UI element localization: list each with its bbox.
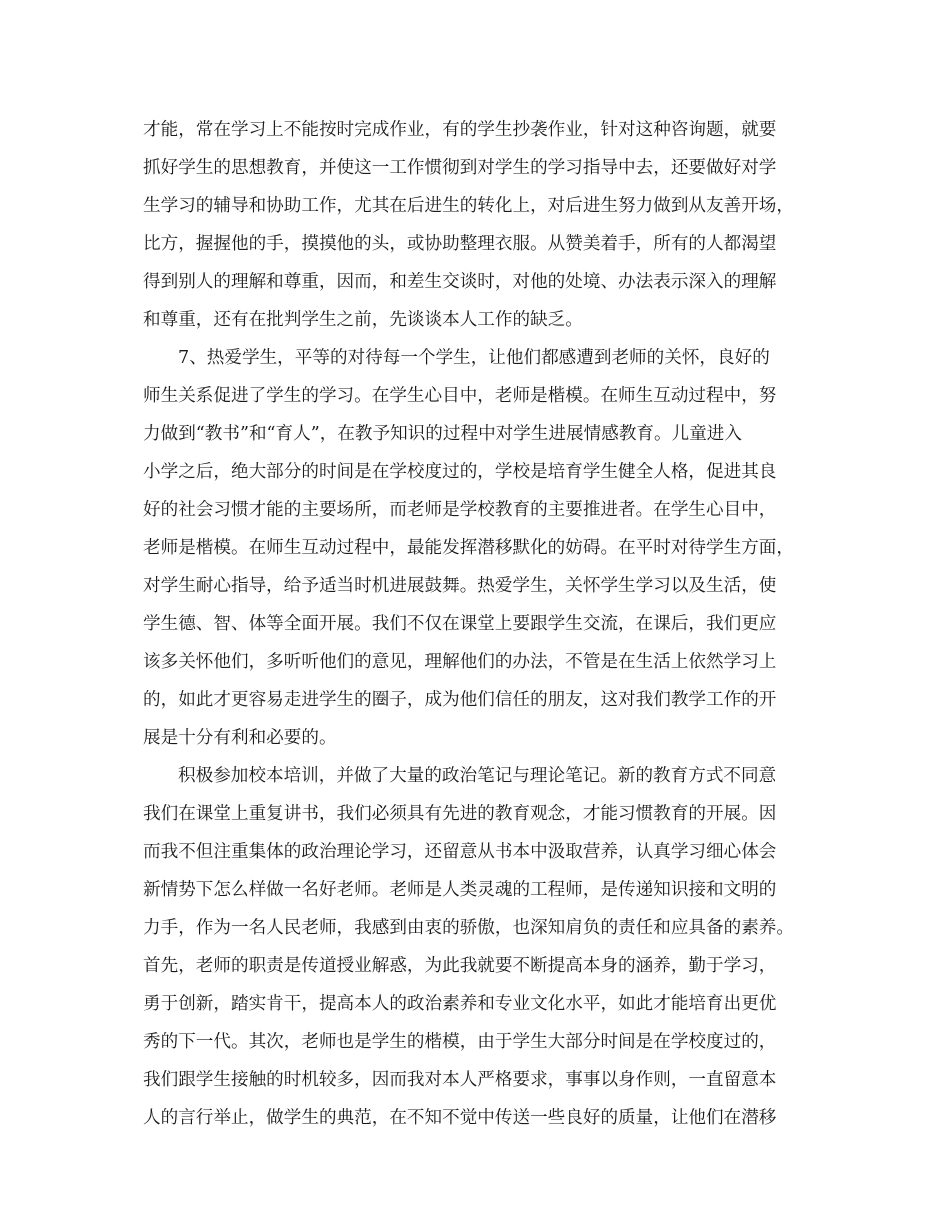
text-line: 师生关系促进了学生的学习。在学生心目中，老师是楷模。在师生互动过程中，努 <box>143 386 777 406</box>
text-line: 人的言行举止，做学生的典范，在不知不觉中传送一些良好的质量，让他们在潜移 <box>143 1108 777 1128</box>
text-line: 该多关怀他们，多听听他们的意见，理解他们的办法，不管是在生活上依然学习上 <box>143 652 777 672</box>
text-line: 老师是楷模。在师生互动过程中，最能发挥潜移默化的妨碍。在平时对待学生方面， <box>143 538 794 558</box>
text-line: 对学生耐心指导，给予适当时机进展鼓舞。热爱学生，关怀学生学习以及生活，使 <box>143 576 777 596</box>
text-line: 比方，握握他的手，摸摸他的头，或协助整理衣服。从赞美着手，所有的人都渴望 <box>143 234 777 254</box>
text-line: 好的社会习惯才能的主要场所，而老师是学校教育的主要推进者。在学生心目中， <box>143 500 777 520</box>
text-line: 勇于创新，踏实肯干，提高本人的政治素养和专业文化水平，如此才能培育出更优 <box>143 994 777 1014</box>
text-line: 才能，常在学习上不能按时完成作业，有的学生抄袭作业，针对这种咨询题，就要 <box>143 120 777 140</box>
text-line: 新情势下怎么样做一名好老师。老师是人类灵魂的工程师，是传递知识接和文明的 <box>143 880 777 900</box>
text-line: 和尊重，还有在批判学生之前，先谈谈本人工作的缺乏。 <box>143 310 583 330</box>
text-line: 展是十分有利和必要的。 <box>143 728 337 748</box>
text-line: 我们跟学生接触的时机较多，因而我对本人严格要求，事事以身作则，一直留意本 <box>143 1070 777 1090</box>
text-line: 得到别人的理解和尊重，因而，和差生交谈时，对他的处境、办法表示深入的理解 <box>143 272 777 292</box>
text-line: 的，如此才更容易走进学生的圈子，成为他们信任的朋友，这对我们教学工作的开 <box>143 690 777 710</box>
text-line: 学生德、智、体等全面开展。我们不仅在课堂上要跟学生交流，在课后，我们更应 <box>143 614 777 634</box>
text-line: 积极参加校本培训，并做了大量的政治笔记与理论笔记。新的教育方式不同意 <box>178 766 777 786</box>
text-line: 抓好学生的思想教育，并使这一工作惯彻到对学生的学习指导中去，还要做好对学 <box>143 158 777 178</box>
text-line: 7、热爱学生，平等的对待每一个学生，让他们都感遭到老师的关怀，良好的 <box>178 348 770 368</box>
text-line: 我们在课堂上重复讲书，我们必须具有先进的教育观念，才能习惯教育的开展。因 <box>143 804 777 824</box>
text-line: 力手，作为一名人民老师，我感到由衷的骄傲，也深知肩负的责任和应具备的素养。 <box>143 918 794 938</box>
text-line: 生学习的辅导和协助工作，尤其在后进生的转化上，对后进生努力做到从友善开场， <box>143 196 794 216</box>
text-line: 力做到“教书”和“育人”，在教予知识的过程中对学生进展情感教育。儿童进入 <box>143 424 742 444</box>
text-line: 秀的下一代。其次，老师也是学生的楷模，由于学生大部分时间是在学校度过的， <box>143 1032 777 1052</box>
text-line: 小学之后，绝大部分的时间是在学校度过的，学校是培育学生健全人格，促进其良 <box>143 462 777 482</box>
text-line: 而我不但注重集体的政治理论学习，还留意从书本中汲取营养，认真学习细心体会 <box>143 842 777 862</box>
text-line: 首先，老师的职责是传道授业解惑，为此我就要不断提高本身的涵养，勤于学习， <box>143 956 777 976</box>
